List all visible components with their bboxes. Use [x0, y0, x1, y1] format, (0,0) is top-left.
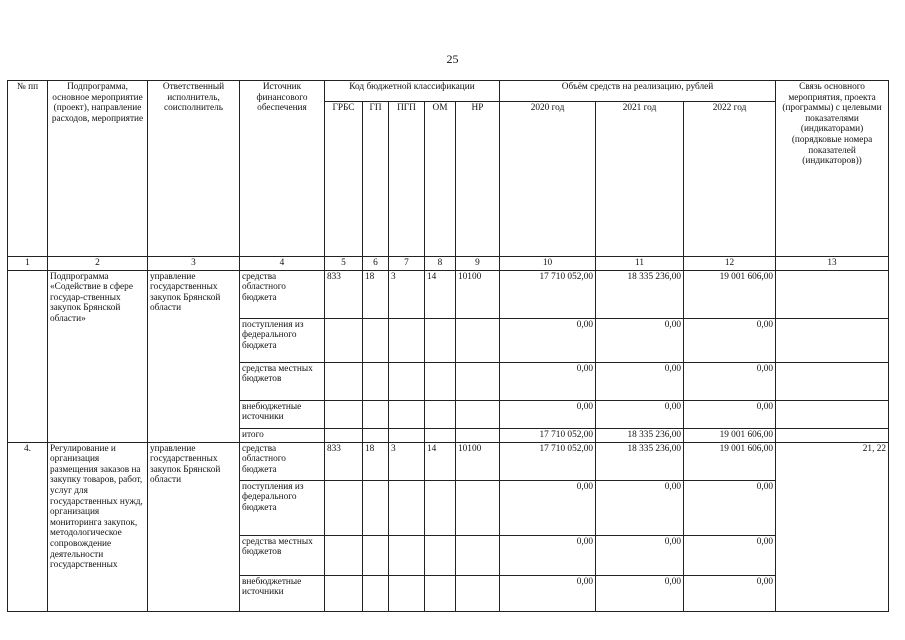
page-number: 25	[446, 52, 459, 66]
code-pgp	[389, 318, 425, 362]
amount-2021: 18 335 236,00	[596, 442, 684, 480]
header-grbs: ГРБС	[325, 102, 363, 257]
funding-source: внебюджетные источники	[240, 400, 325, 428]
col-num: 2	[48, 257, 148, 271]
indicator-link	[776, 428, 889, 442]
col-num: 3	[148, 257, 240, 271]
code-grbs	[325, 318, 363, 362]
header-source: Источник финансового обеспечения	[240, 81, 325, 257]
row-number: 4.	[8, 442, 48, 611]
code-np	[456, 575, 500, 611]
amount-2022: 19 001 606,00	[684, 442, 776, 480]
col-num: 7	[389, 257, 425, 271]
funding-source: поступления из федерального бюджета	[240, 318, 325, 362]
header-2022: 2022 год	[684, 102, 776, 257]
amount-2020: 17 710 052,00	[500, 428, 596, 442]
header-np: НР	[456, 102, 500, 257]
code-om	[425, 362, 456, 400]
code-om	[425, 428, 456, 442]
col-num: 8	[425, 257, 456, 271]
code-pgp	[389, 480, 425, 535]
code-grbs	[325, 480, 363, 535]
code-np	[456, 318, 500, 362]
amount-2021: 0,00	[596, 575, 684, 611]
code-pgp	[389, 362, 425, 400]
amount-2022: 0,00	[684, 575, 776, 611]
code-gp	[363, 318, 389, 362]
code-grbs: 833	[325, 270, 363, 318]
code-pgp	[389, 535, 425, 575]
code-pgp	[389, 400, 425, 428]
code-om	[425, 480, 456, 535]
code-pgp	[389, 428, 425, 442]
col-num: 11	[596, 257, 684, 271]
row-number	[8, 270, 48, 442]
subprogram-name: Подпрограмма «Содействие в сфере государ-ственных закупок Брянской области»	[48, 270, 148, 442]
code-gp	[363, 428, 389, 442]
code-grbs	[325, 400, 363, 428]
code-pgp: 3	[389, 442, 425, 480]
amount-2020: 0,00	[500, 400, 596, 428]
amount-2020: 0,00	[500, 480, 596, 535]
indicator-link	[776, 318, 889, 362]
header-2021: 2021 год	[596, 102, 684, 257]
code-np: 10100	[456, 442, 500, 480]
responsible-executor: управление государственных закупок Брянской области	[148, 270, 240, 442]
indicator-link	[776, 400, 889, 428]
col-num: 10	[500, 257, 596, 271]
col-num: 9	[456, 257, 500, 271]
col-num: 1	[8, 257, 48, 271]
indicator-link: 21, 22	[776, 442, 889, 611]
amount-2022: 19 001 606,00	[684, 428, 776, 442]
code-grbs	[325, 362, 363, 400]
code-om	[425, 575, 456, 611]
funding-source: поступления из федерального бюджета	[240, 480, 325, 535]
code-pgp: 3	[389, 270, 425, 318]
header-gp: ГП	[363, 102, 389, 257]
code-pgp	[389, 575, 425, 611]
amount-2020: 17 710 052,00	[500, 270, 596, 318]
code-om	[425, 318, 456, 362]
header-om: ОМ	[425, 102, 456, 257]
header-2020: 2020 год	[500, 102, 596, 257]
amount-2021: 0,00	[596, 362, 684, 400]
amount-2022: 0,00	[684, 400, 776, 428]
code-np: 10100	[456, 270, 500, 318]
code-gp	[363, 535, 389, 575]
header-volume: Объём средств на реализацию, рублей	[500, 81, 776, 102]
code-np	[456, 362, 500, 400]
header-no: № пп	[8, 81, 48, 257]
indicator-link	[776, 362, 889, 400]
header-pgp: ПГП	[389, 102, 425, 257]
header-subprogram: Подпрограмма, основное мероприятие (проект), направление расходов, мероприятие	[48, 81, 148, 257]
code-grbs	[325, 428, 363, 442]
amount-2021: 0,00	[596, 535, 684, 575]
amount-2021: 0,00	[596, 480, 684, 535]
code-gp	[363, 575, 389, 611]
code-np	[456, 428, 500, 442]
code-gp	[363, 400, 389, 428]
code-np	[456, 480, 500, 535]
amount-2022: 0,00	[684, 535, 776, 575]
table-row	[8, 442, 889, 480]
col-num: 5	[325, 257, 363, 271]
col-num: 6	[363, 257, 389, 271]
code-gp	[363, 480, 389, 535]
amount-2020: 0,00	[500, 535, 596, 575]
funding-source: средства местных бюджетов	[240, 362, 325, 400]
amount-2021: 18 335 236,00	[596, 428, 684, 442]
code-np	[456, 535, 500, 575]
code-gp: 18	[363, 442, 389, 480]
funding-source: внебюджетные источники	[240, 575, 325, 611]
code-grbs	[325, 575, 363, 611]
funding-source: средства местных бюджетов	[240, 535, 325, 575]
code-om: 14	[425, 442, 456, 480]
indicator-link	[776, 270, 889, 318]
code-np	[456, 400, 500, 428]
code-gp	[363, 362, 389, 400]
amount-2021: 0,00	[596, 318, 684, 362]
funding-source: средства областного бюджета	[240, 442, 325, 480]
amount-2021: 0,00	[596, 400, 684, 428]
header-row-1	[8, 81, 889, 102]
amount-2020: 0,00	[500, 318, 596, 362]
amount-2020: 17 710 052,00	[500, 442, 596, 480]
amount-2021: 18 335 236,00	[596, 270, 684, 318]
code-gp: 18	[363, 270, 389, 318]
table-row	[8, 270, 889, 318]
budget-table	[7, 80, 889, 612]
code-om	[425, 535, 456, 575]
amount-2022: 0,00	[684, 362, 776, 400]
header-responsible: Ответственный исполнитель, соисполнитель	[148, 81, 240, 257]
code-grbs: 833	[325, 442, 363, 480]
code-grbs	[325, 535, 363, 575]
header-link: Связь основного мероприятия, проекта (программы) с целевыми показателями (индикаторами) (порядковые номера показателей (индикаторов))	[776, 81, 889, 257]
column-number-row	[8, 257, 889, 271]
funding-source: средства областного бюджета	[240, 270, 325, 318]
amount-2022: 19 001 606,00	[684, 270, 776, 318]
responsible-executor: управление государственных закупок Брянской области	[148, 442, 240, 611]
funding-source-total: итого	[240, 428, 325, 442]
measure-name: Регулирование и организация размещения заказов на закупку товаров, работ, услуг для государственных нужд, организация мониторинга закупок, методологическое сопровождение деятельности государственных	[48, 442, 148, 611]
amount-2020: 0,00	[500, 575, 596, 611]
col-num: 12	[684, 257, 776, 271]
amount-2022: 0,00	[684, 480, 776, 535]
col-num: 4	[240, 257, 325, 271]
amount-2020: 0,00	[500, 362, 596, 400]
amount-2022: 0,00	[684, 318, 776, 362]
col-num: 13	[776, 257, 889, 271]
code-om	[425, 400, 456, 428]
code-om: 14	[425, 270, 456, 318]
header-budget-code: Код бюджетной классификации	[325, 81, 500, 102]
